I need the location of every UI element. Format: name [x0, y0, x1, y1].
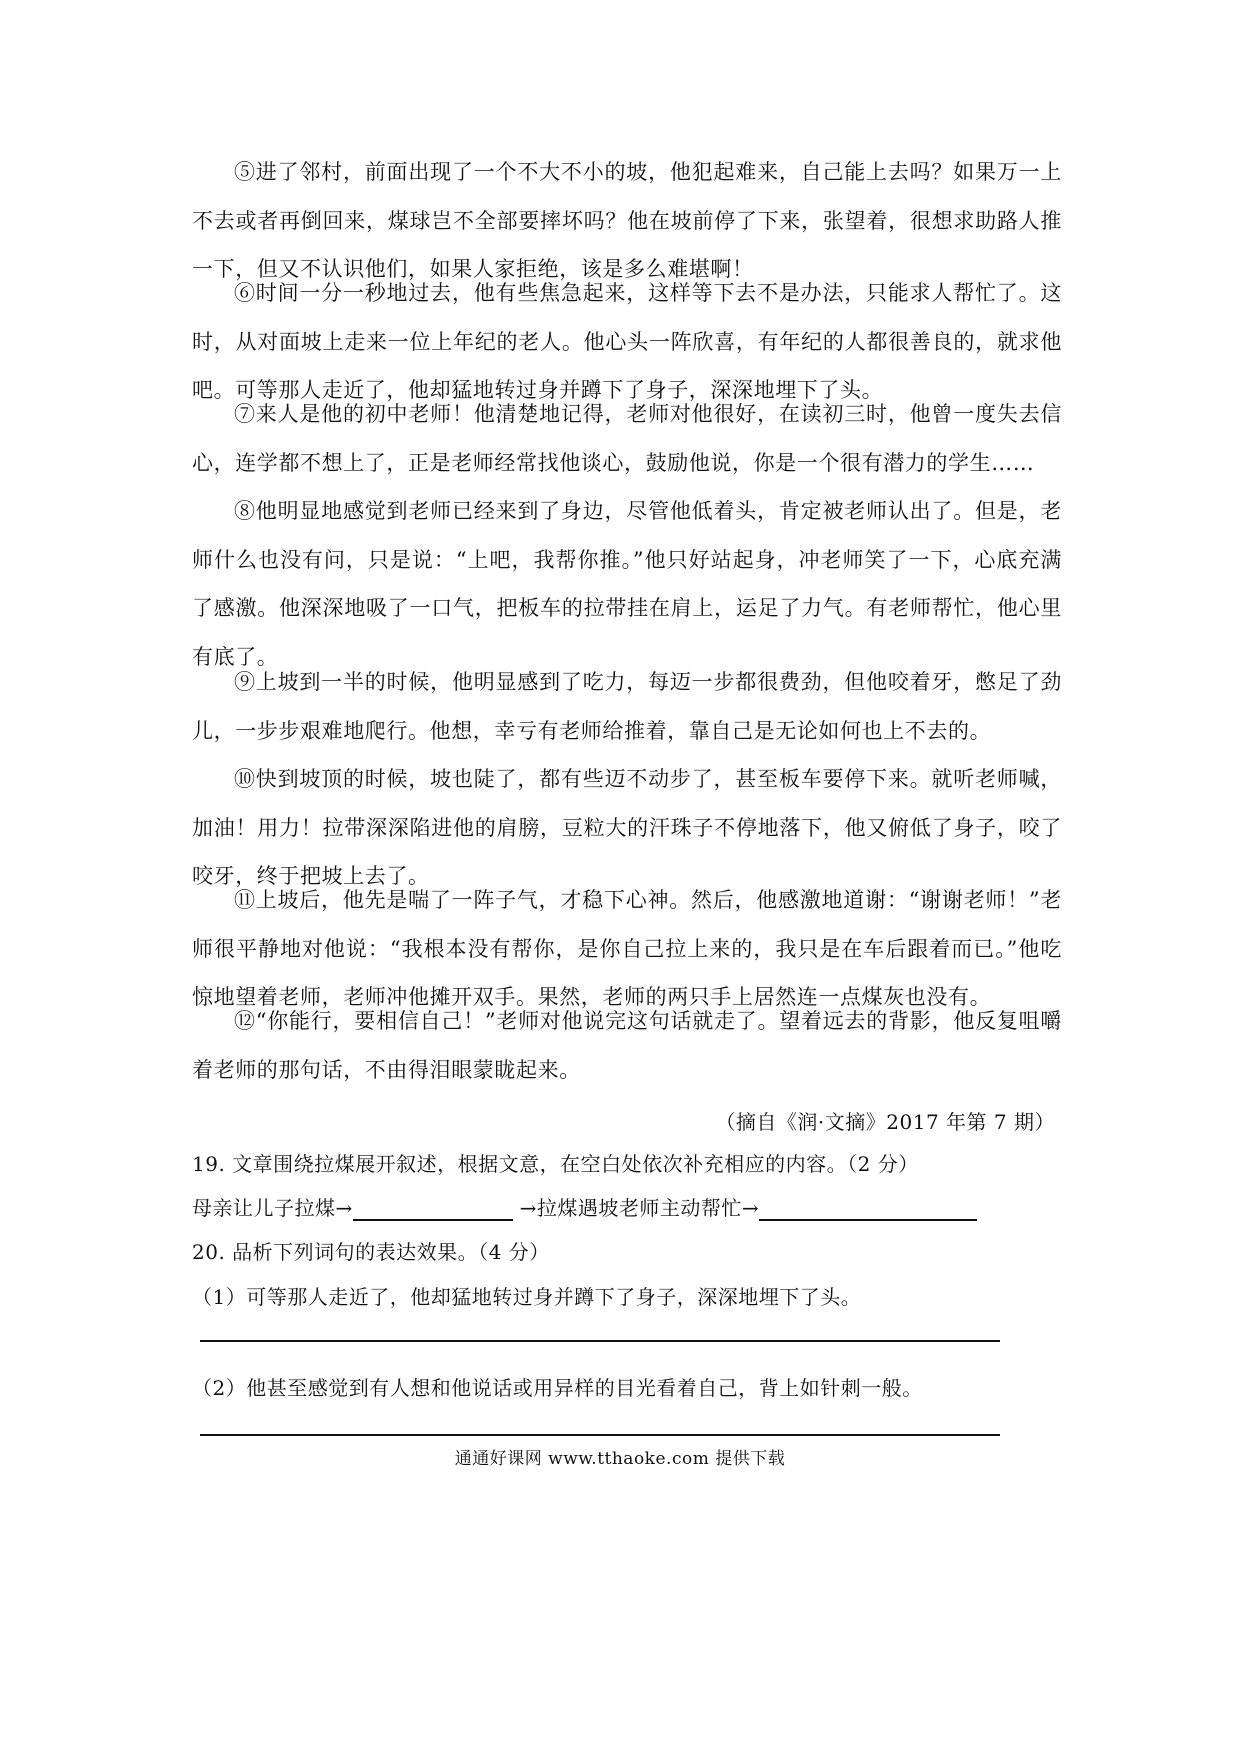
question-20-stem: 20. 品析下列词句的表达效果。（4 分） — [192, 1240, 550, 1264]
paragraph-11: ⑪上坡后，他先是喘了一阵子气，才稳下心神。然后，他感激地道谢：“谢谢老师！”老师很平静地对他说：“我根本没有帮你，是你自己拉上来的，我只是在车后跟着而已。”他吃惊地望着老师，老师冲他摊开双手。果然，老师的两只手上居然连一点煤灰也没有。 — [192, 888, 1062, 1009]
answer-line-1[interactable] — [200, 1340, 1000, 1342]
question-20-item1: （1）可等那人走近了，他却猛地转过身并蹲下了身子，深深地埋下了头。 — [192, 1285, 862, 1309]
answer-blank-2[interactable] — [759, 1197, 977, 1221]
paragraph-7: ⑦来人是他的初中老师！他清楚地记得，老师对他很好，在读初三时，他曾一度失去信心，连学都不想上了，正是老师经常找他谈心，鼓励他说，你是一个很有潜力的学生…… — [192, 402, 1062, 475]
answer-line-2[interactable] — [200, 1434, 1000, 1436]
paragraph-8: ⑧他明显地感觉到老师已经来到了身边，尽管他低着头，肯定被老师认出了。但是，老师什么也没有问，只是说：“上吧，我帮你推。”他只好站起身，冲老师笑了一下，心底充满了感激。他深深地吸了一口气，把板车的拉带挂在肩上，运足了力气。有老师帮忙，他心里有底了。 — [192, 499, 1062, 669]
question-20-item2: （2）他甚至感觉到有人想和他说话或用异样的目光看着自己，背上如针刺一般。 — [192, 1376, 923, 1400]
paragraph-9: ⑨上坡到一半的时候，他明显感到了吃力，每迈一步都很费劲，但他咬着牙，憋足了劲儿，一步步艰难地爬行。他想，幸亏有老师给推着，靠自己是无论如何也上不去的。 — [192, 670, 1062, 743]
question-19-part2: →拉煤遇坡老师主动帮忙→ — [519, 1196, 760, 1220]
paragraph-6: ⑥时间一分一秒地过去，他有些焦急起来，这样等下去不是办法，只能求人帮忙了。这时，从对面坡上走来一位上年纪的老人。他心头一阵欣喜，有年纪的人都很善良的，就求他吧。可等那人走近了，他却猛地转过身并蹲下了身子，深深地埋下了头。 — [192, 281, 1062, 402]
page-footer: 通通好课网 www.tthaoke.com 提供下载 — [454, 1449, 786, 1469]
question-19-stem: 19. 文章围绕拉煤展开叙述，根据文意，在空白处依次补充相应的内容。（2 分） — [192, 1152, 919, 1176]
source-citation: （摘自《润·文摘》2017 年第 7 期） — [715, 1110, 1055, 1134]
paragraph-5: ⑤进了邻村，前面出现了一个不大不小的坡，他犯起难来，自己能上去吗？如果万一上不去或者再倒回来，煤球岂不全部要摔坏吗？他在坡前停了下来，张望着，很想求助路人推一下，但又不认识他们，如果人家拒绝，该是多么难堪啊！ — [192, 160, 1062, 281]
question-19-part1: 母亲让儿子拉煤→ — [192, 1196, 353, 1220]
paragraph-10: ⑩快到坡顶的时候，坡也陡了，都有些迈不动步了，甚至板车要停下来。就听老师喊，加油！用力！拉带深深陷进他的肩膀，豆粒大的汗珠子不停地落下，他又俯低了身子，咬了咬牙，终于把坡上去了。 — [192, 767, 1062, 888]
paragraph-12: ⑫“你能行，要相信自己！”老师对他说完这句话就走了。望着远去的背影，他反复咀嚼着老师的那句话，不由得泪眼蒙眬起来。 — [192, 1009, 1062, 1082]
answer-blank-1[interactable] — [353, 1197, 513, 1221]
question-19-chain — [192, 1192, 977, 1221]
